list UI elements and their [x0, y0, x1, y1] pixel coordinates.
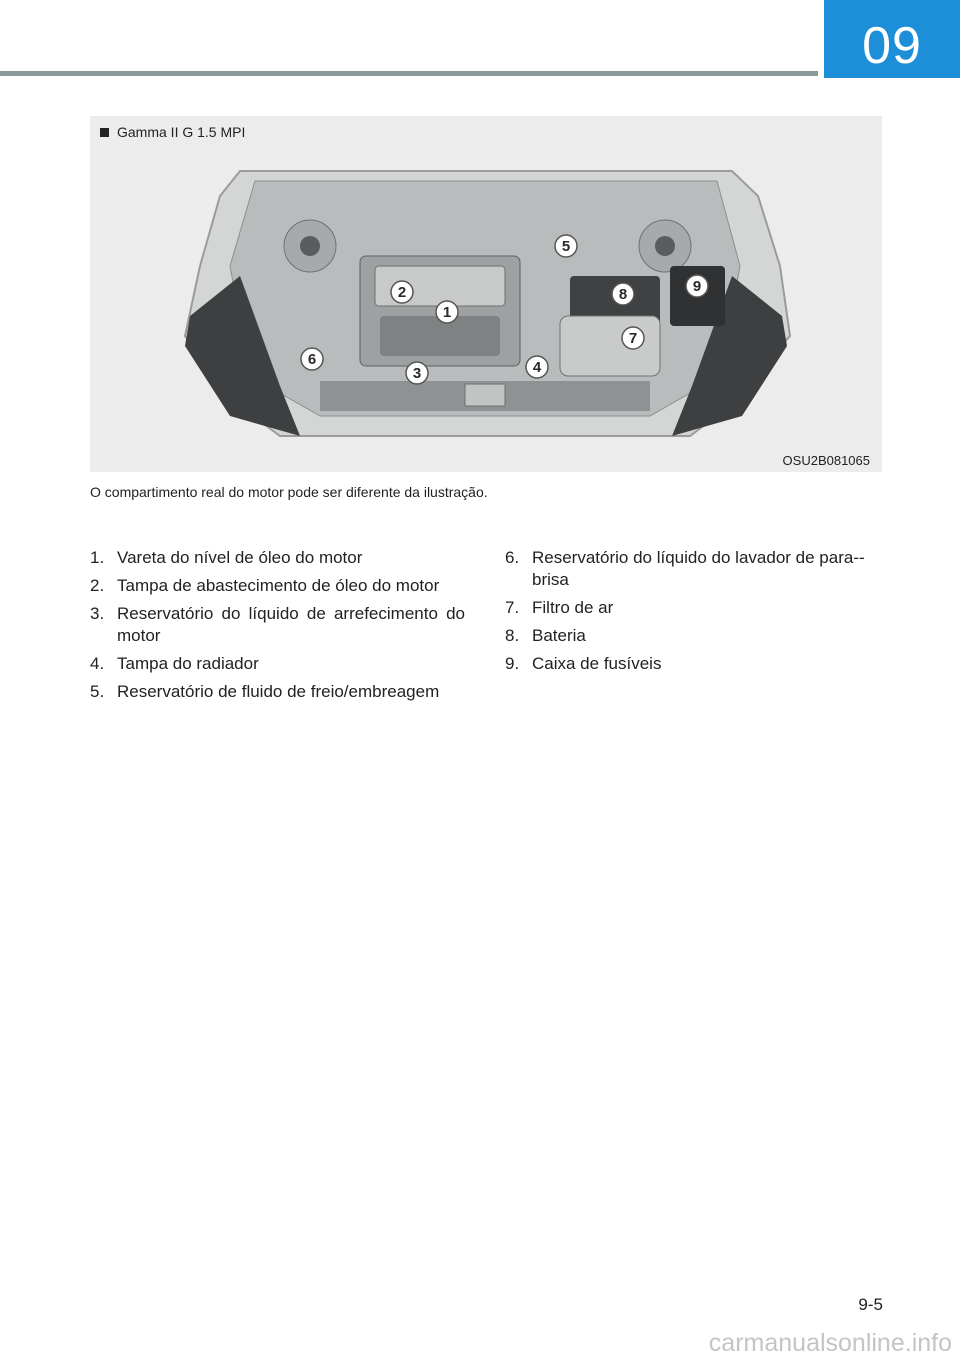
- callout-3: [406, 362, 428, 384]
- item-text: Tampa do radiador: [117, 654, 259, 673]
- header-rule: [0, 71, 818, 76]
- item-text: Caixa de fusíveis: [532, 654, 662, 673]
- item-text: Reservatório do líquido de arrefecimento do motor: [117, 604, 465, 645]
- item-number: 9.: [505, 654, 520, 673]
- bullet-square-icon: [100, 128, 109, 137]
- figure-caption: [100, 124, 245, 140]
- callout-1: [436, 301, 458, 323]
- callout-7: [622, 327, 644, 349]
- list-item: [90, 681, 465, 703]
- item-text: Reservatório do líquido do lavador de para--brisa: [532, 548, 865, 589]
- list-item: [90, 603, 465, 647]
- item-text: Vareta do nível de óleo do motor: [117, 548, 363, 567]
- svg-text:3: 3: [412, 365, 422, 382]
- list-item: [505, 597, 885, 619]
- callout-2: [391, 281, 413, 303]
- engine-figure: [90, 116, 882, 472]
- item-text: Bateria: [532, 626, 586, 645]
- callout-9: [686, 275, 708, 297]
- item-text: Reservatório de fluido de freio/embreagem: [117, 682, 440, 701]
- svg-text:8: 8: [618, 286, 628, 303]
- page-number: 9-5: [858, 1295, 883, 1314]
- svg-text:5: 5: [561, 238, 571, 255]
- list-item: [90, 653, 465, 675]
- item-number: 5.: [90, 682, 105, 701]
- svg-text:9: 9: [692, 278, 702, 295]
- component-list-right: [505, 547, 885, 681]
- callout-6: [301, 348, 323, 370]
- item-number: 7.: [505, 598, 520, 617]
- chapter-tab: 09: [824, 0, 960, 78]
- engine-compartment-illustration: [90, 116, 882, 472]
- item-number: 2.: [90, 576, 105, 595]
- item-number: 1.: [90, 548, 105, 567]
- list-item: [505, 653, 885, 675]
- list-item: [505, 547, 885, 591]
- list-item: [90, 575, 465, 597]
- figure-note: O compartimento real do motor pode ser diferente da ilustração.: [90, 484, 488, 500]
- callout-4: [526, 356, 548, 378]
- item-number: 6.: [505, 548, 520, 567]
- svg-text:6: 6: [307, 351, 317, 368]
- callout-5: [555, 235, 577, 257]
- svg-text:1: 1: [442, 304, 452, 321]
- figure-code: OSU2B081065: [782, 453, 870, 468]
- list-item: [505, 625, 885, 647]
- svg-text:2: 2: [397, 284, 407, 301]
- svg-text:4: 4: [532, 359, 542, 376]
- watermark: carmanualsonline.info: [708, 1329, 952, 1357]
- item-text: Filtro de ar: [532, 598, 614, 617]
- component-list-left: [90, 547, 465, 709]
- figure-caption-text: Gamma II G 1.5 MPI: [117, 124, 246, 140]
- item-number: 8.: [505, 626, 520, 645]
- svg-text:7: 7: [628, 330, 638, 347]
- callout-8: [612, 283, 634, 305]
- list-item: [90, 547, 465, 569]
- item-text: Tampa de abastecimento de óleo do motor: [117, 576, 440, 595]
- item-number: 4.: [90, 654, 105, 673]
- item-number: 3.: [90, 604, 105, 623]
